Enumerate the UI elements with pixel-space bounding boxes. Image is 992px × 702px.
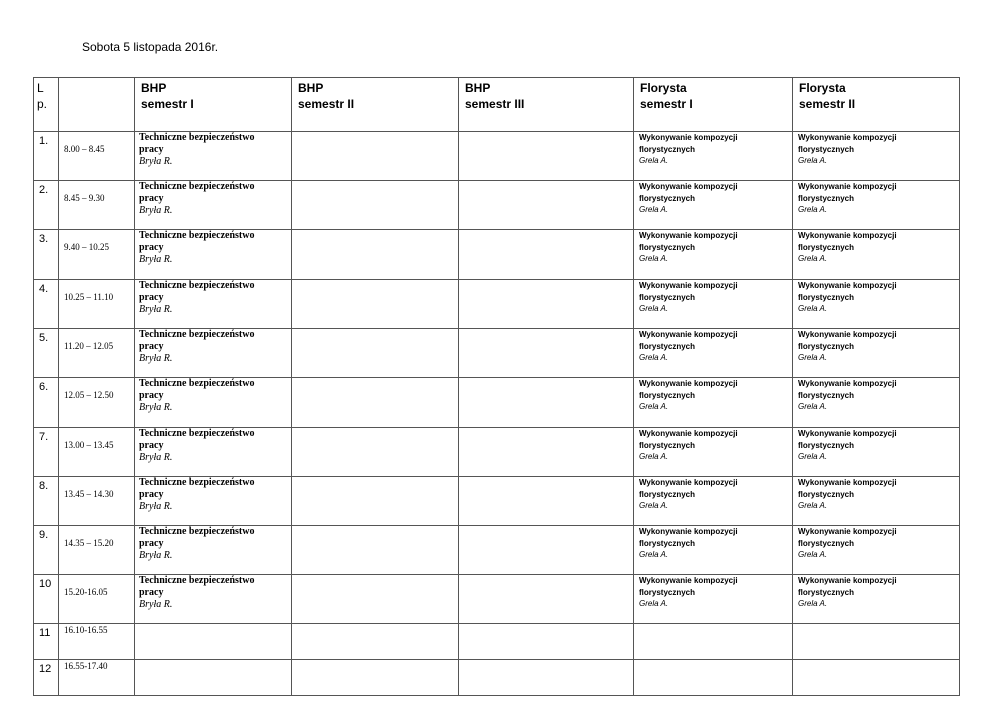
florysta-semestr-1-cell (634, 132, 793, 181)
florysta-semestr-1-cell (634, 575, 793, 624)
table-row (34, 624, 960, 660)
subject-line-1: Wykonywanie kompozycji (798, 133, 897, 142)
subject-line-2: pracy (139, 341, 164, 352)
bhp-semestr-2-cell (292, 329, 459, 378)
bhp-semestr-2-cell (292, 526, 459, 575)
bhp-semestr-3-cell (459, 230, 634, 280)
row-number: 11 (34, 624, 59, 660)
teacher-name: Grela A. (798, 452, 828, 461)
teacher-name: Bryła R. (139, 304, 173, 315)
subject-line-2: pracy (139, 440, 164, 451)
florysta-semestr-1-cell (634, 526, 793, 575)
bhp-semestr-3-cell (459, 660, 634, 696)
teacher-name: Bryła R. (139, 402, 173, 413)
bhp-semestr-1-cell (135, 428, 292, 477)
subject-line-2: florystycznych (639, 587, 696, 597)
subject-line-1: Wykonywanie kompozycji (639, 478, 738, 487)
table-row (34, 526, 960, 575)
bhp-semestr-1-cell (135, 132, 292, 181)
bhp-semestr-1-cell (135, 230, 292, 280)
bhp-semestr-2-cell (292, 230, 459, 280)
row-number: 6. (34, 378, 59, 428)
subject-line-1: Wykonywanie kompozycji (798, 576, 897, 585)
subject-line-2: florystycznych (639, 341, 696, 351)
table-row (34, 181, 960, 230)
subject-line-1: Techniczne bezpieczeństwo (139, 378, 255, 389)
time-slot: 10.25 – 11.10 (59, 280, 135, 329)
subject-line-2: pracy (139, 144, 164, 155)
bhp-semestr-2-cell (292, 280, 459, 329)
teacher-name: Bryła R. (139, 550, 173, 561)
bhp-semestr-2-cell (292, 477, 459, 526)
florysta-semestr-2-cell (793, 575, 960, 624)
subject-line-1: Wykonywanie kompozycji (639, 330, 738, 339)
subject-line-1: Wykonywanie kompozycji (639, 379, 738, 388)
florysta-semestr-2-cell (793, 280, 960, 329)
time-slot: 15.20-16.05 (59, 575, 135, 624)
subject-line-2: pracy (139, 489, 164, 500)
bhp-semestr-2-cell (292, 181, 459, 230)
teacher-name: Grela A. (798, 304, 828, 313)
subject-line-1: Wykonywanie kompozycji (639, 231, 738, 240)
teacher-name: Grela A. (798, 254, 828, 263)
table-row (34, 132, 960, 181)
subject-line-2: florystycznych (798, 587, 855, 597)
subject-line-2: florystycznych (639, 144, 696, 154)
florysta-semestr-1-cell (634, 230, 793, 280)
teacher-name: Bryła R. (139, 501, 173, 512)
florysta-semestr-2-cell (793, 329, 960, 378)
table-row (34, 280, 960, 329)
header-bhp-semestr-1: BHP semestr I (135, 78, 292, 132)
subject-line-2: florystycznych (798, 440, 855, 450)
teacher-name: Grela A. (639, 353, 669, 362)
subject-line-1: Wykonywanie kompozycji (798, 429, 897, 438)
time-slot: 16.10-16.55 (59, 624, 135, 660)
florysta-semestr-2-cell (793, 526, 960, 575)
subject-line-1: Techniczne bezpieczeństwo (139, 575, 255, 586)
florysta-semestr-2-cell (793, 660, 960, 696)
time-slot: 9.40 – 10.25 (59, 230, 135, 280)
bhp-semestr-3-cell (459, 378, 634, 428)
table-row (34, 477, 960, 526)
time-slot: 16.55-17.40 (59, 660, 135, 696)
florysta-semestr-1-cell (634, 624, 793, 660)
subject-line-1: Wykonywanie kompozycji (639, 527, 738, 536)
subject-line-2: florystycznych (798, 292, 855, 302)
teacher-name: Grela A. (798, 353, 828, 362)
subject-line-1: Wykonywanie kompozycji (639, 133, 738, 142)
teacher-name: Grela A. (639, 550, 669, 559)
subject-line-2: florystycznych (798, 144, 855, 154)
bhp-semestr-2-cell (292, 660, 459, 696)
teacher-name: Grela A. (639, 156, 669, 165)
subject-line-2: florystycznych (639, 193, 696, 203)
subject-line-1: Wykonywanie kompozycji (639, 576, 738, 585)
florysta-semestr-1-cell (634, 477, 793, 526)
florysta-semestr-2-cell (793, 181, 960, 230)
florysta-semestr-2-cell (793, 428, 960, 477)
florysta-semestr-1-cell (634, 329, 793, 378)
bhp-semestr-1-cell (135, 378, 292, 428)
time-slot: 14.35 – 15.20 (59, 526, 135, 575)
bhp-semestr-2-cell (292, 132, 459, 181)
teacher-name: Grela A. (798, 402, 828, 411)
bhp-semestr-3-cell (459, 624, 634, 660)
subject-line-2: florystycznych (639, 390, 696, 400)
row-number: 7. (34, 428, 59, 477)
bhp-semestr-3-cell (459, 280, 634, 329)
subject-line-2: florystycznych (798, 489, 855, 499)
header-time (59, 78, 135, 132)
subject-line-1: Wykonywanie kompozycji (798, 182, 897, 191)
teacher-name: Bryła R. (139, 353, 173, 364)
teacher-name: Grela A. (798, 205, 828, 214)
bhp-semestr-1-cell (135, 660, 292, 696)
subject-line-2: pracy (139, 242, 164, 253)
row-number: 9. (34, 526, 59, 575)
florysta-semestr-1-cell (634, 660, 793, 696)
subject-line-1: Techniczne bezpieczeństwo (139, 526, 255, 537)
florysta-semestr-2-cell (793, 378, 960, 428)
subject-line-2: florystycznych (798, 193, 855, 203)
time-slot: 13.45 – 14.30 (59, 477, 135, 526)
teacher-name: Grela A. (639, 402, 669, 411)
subject-line-1: Wykonywanie kompozycji (798, 330, 897, 339)
schedule-rows (34, 132, 960, 696)
bhp-semestr-3-cell (459, 329, 634, 378)
subject-line-1: Wykonywanie kompozycji (798, 527, 897, 536)
subject-line-1: Techniczne bezpieczeństwo (139, 477, 255, 488)
subject-line-2: florystycznych (639, 242, 696, 252)
subject-line-1: Techniczne bezpieczeństwo (139, 230, 255, 241)
row-number: 12 (34, 660, 59, 696)
bhp-semestr-3-cell (459, 428, 634, 477)
row-number: 10 (34, 575, 59, 624)
bhp-semestr-3-cell (459, 575, 634, 624)
bhp-semestr-2-cell (292, 575, 459, 624)
subject-line-1: Wykonywanie kompozycji (798, 379, 897, 388)
teacher-name: Grela A. (639, 452, 669, 461)
subject-line-1: Techniczne bezpieczeństwo (139, 280, 255, 291)
subject-line-2: florystycznych (639, 440, 696, 450)
subject-line-2: florystycznych (798, 538, 855, 548)
subject-line-1: Techniczne bezpieczeństwo (139, 181, 255, 192)
teacher-name: Grela A. (798, 599, 828, 608)
bhp-semestr-1-cell (135, 477, 292, 526)
teacher-name: Grela A. (798, 550, 828, 559)
subject-line-2: florystycznych (798, 390, 855, 400)
bhp-semestr-3-cell (459, 132, 634, 181)
florysta-semestr-2-cell (793, 477, 960, 526)
subject-line-1: Techniczne bezpieczeństwo (139, 329, 255, 340)
teacher-name: Grela A. (639, 501, 669, 510)
header-bhp-semestr-2: BHP semestr II (292, 78, 459, 132)
bhp-semestr-1-cell (135, 624, 292, 660)
page-title: Sobota 5 listopada 2016r. (82, 40, 219, 54)
florysta-semestr-2-cell (793, 230, 960, 280)
teacher-name: Bryła R. (139, 452, 173, 463)
bhp-semestr-1-cell (135, 575, 292, 624)
table-row (34, 378, 960, 428)
subject-line-1: Wykonywanie kompozycji (639, 429, 738, 438)
table-row (34, 329, 960, 378)
row-number: 3. (34, 230, 59, 280)
bhp-semestr-1-cell (135, 181, 292, 230)
row-number: 5. (34, 329, 59, 378)
subject-line-2: pracy (139, 538, 164, 549)
bhp-semestr-3-cell (459, 477, 634, 526)
teacher-name: Grela A. (639, 599, 669, 608)
schedule-table (33, 77, 960, 696)
florysta-semestr-1-cell (634, 181, 793, 230)
row-number: 4. (34, 280, 59, 329)
row-number: 8. (34, 477, 59, 526)
subject-line-1: Techniczne bezpieczeństwo (139, 132, 255, 143)
subject-line-2: pracy (139, 587, 164, 598)
time-slot: 8.00 – 8.45 (59, 132, 135, 181)
subject-line-2: florystycznych (639, 292, 696, 302)
bhp-semestr-2-cell (292, 624, 459, 660)
subject-line-1: Techniczne bezpieczeństwo (139, 428, 255, 439)
teacher-name: Grela A. (639, 205, 669, 214)
teacher-name: Grela A. (798, 156, 828, 165)
teacher-name: Bryła R. (139, 156, 173, 167)
row-number: 1. (34, 132, 59, 181)
header-lp: L p. (34, 78, 59, 132)
subject-line-2: pracy (139, 193, 164, 204)
florysta-semestr-2-cell (793, 624, 960, 660)
teacher-name: Grela A. (639, 304, 669, 313)
time-slot: 12.05 – 12.50 (59, 378, 135, 428)
table-row (34, 428, 960, 477)
bhp-semestr-1-cell (135, 280, 292, 329)
florysta-semestr-1-cell (634, 428, 793, 477)
teacher-name: Grela A. (639, 254, 669, 263)
subject-line-1: Wykonywanie kompozycji (798, 478, 897, 487)
subject-line-2: pracy (139, 292, 164, 303)
table-row (34, 575, 960, 624)
florysta-semestr-1-cell (634, 280, 793, 329)
subject-line-1: Wykonywanie kompozycji (639, 182, 738, 191)
teacher-name: Bryła R. (139, 205, 173, 216)
table-row (34, 230, 960, 280)
subject-line-2: florystycznych (639, 538, 696, 548)
bhp-semestr-1-cell (135, 526, 292, 575)
table-row (34, 660, 960, 696)
header-row (34, 78, 960, 132)
bhp-semestr-3-cell (459, 526, 634, 575)
teacher-name: Bryła R. (139, 254, 173, 265)
subject-line-2: florystycznych (798, 242, 855, 252)
teacher-name: Grela A. (798, 501, 828, 510)
bhp-semestr-3-cell (459, 181, 634, 230)
florysta-semestr-2-cell (793, 132, 960, 181)
header-florysta-semestr-1: Florysta semestr I (634, 78, 793, 132)
florysta-semestr-1-cell (634, 378, 793, 428)
subject-line-2: pracy (139, 390, 164, 401)
teacher-name: Bryła R. (139, 599, 173, 610)
subject-line-1: Wykonywanie kompozycji (798, 231, 897, 240)
row-number: 2. (34, 181, 59, 230)
header-bhp-semestr-3: BHP semestr III (459, 78, 634, 132)
time-slot: 8.45 – 9.30 (59, 181, 135, 230)
bhp-semestr-2-cell (292, 428, 459, 477)
subject-line-1: Wykonywanie kompozycji (639, 281, 738, 290)
bhp-semestr-2-cell (292, 378, 459, 428)
header-florysta-semestr-2: Florysta semestr II (793, 78, 960, 132)
subject-line-2: florystycznych (639, 489, 696, 499)
subject-line-1: Wykonywanie kompozycji (798, 281, 897, 290)
bhp-semestr-1-cell (135, 329, 292, 378)
time-slot: 11.20 – 12.05 (59, 329, 135, 378)
time-slot: 13.00 – 13.45 (59, 428, 135, 477)
subject-line-2: florystycznych (798, 341, 855, 351)
